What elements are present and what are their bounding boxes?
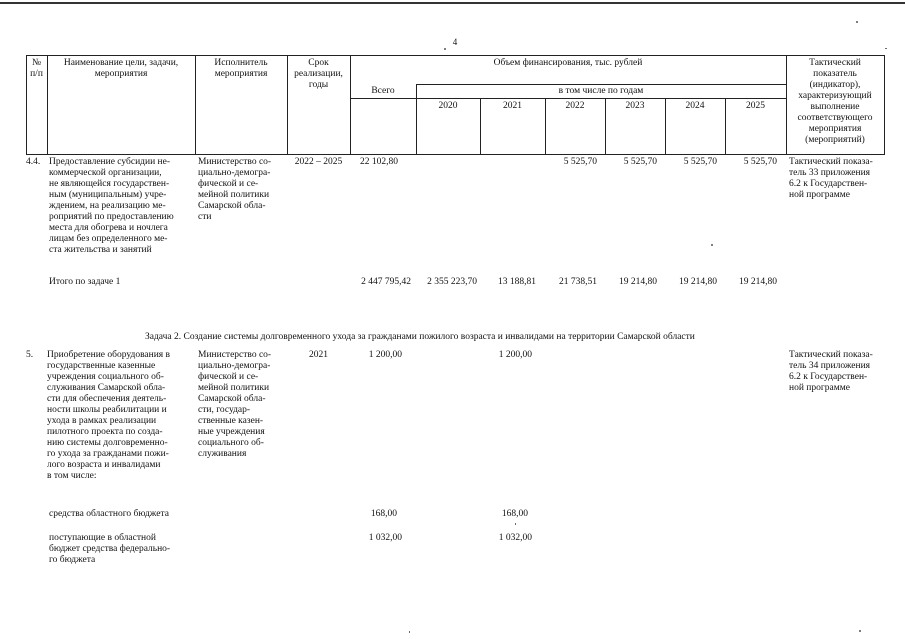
sub-regional-total: 168,00 [370, 509, 397, 519]
header-total: Всего [371, 86, 395, 96]
row-4-4-total: 22 102,80 [360, 157, 398, 167]
header-funding: Объем финансирования, тыс. рублей [493, 58, 643, 68]
row-5-2021: 1 200,00 [498, 350, 532, 360]
row-4-4-2022: 5 525,70 [563, 157, 597, 167]
row-4-4-term: 2022 – 2025 [294, 157, 343, 167]
header-year-2024: 2024 [685, 101, 705, 111]
header-year-2022: 2022 [565, 101, 585, 111]
total-task1-2022: 21 738,51 [559, 277, 597, 287]
row-5-name: Приобретение оборудования в государственные казенные учреждения социального об- служивания Самарской обла- сти для обеспечения деятель- ности школы реабилитации и ухода в рамках реализации пилотного проекта по созда- нию системы долговременно- го ухода за гражданами пожи- лого возраста и инвалидами в том числе: [47, 350, 171, 481]
row-5-term: 2021 [309, 350, 328, 360]
scan-speck [885, 48, 887, 49]
scan-speck [711, 244, 713, 246]
total-task1-2020: 2 355 223,70 [427, 277, 477, 287]
header-name: Наименование цели, задачи, мероприятия [63, 58, 179, 79]
header-executor: Исполнитель мероприятия [214, 58, 268, 79]
header-year-2023: 2023 [625, 101, 645, 111]
page-top-rule [0, 2, 905, 4]
total-task1-2023: 19 214,80 [619, 277, 657, 287]
total-task1-label: Итого по задаче 1 [49, 277, 121, 287]
scan-speck [515, 523, 516, 525]
sub-federal-total: 1 032,00 [368, 533, 402, 543]
row-4-4-executor: Министерство со- циально-демогра- фической и се- мейной политики Самарской обла- сти [198, 157, 272, 222]
scan-speck [859, 630, 861, 632]
header-year-2021: 2021 [503, 101, 522, 111]
header-term: Срок реализации, годы [294, 58, 343, 90]
row-4-4-name: Предоставление субсидии не- коммерческой организации, не являющейся государствен- ным (муниципальным) учре- ждением, на реализацию ме- роприятий по предоставлению места для обогрева и ночлега лицам без определенного ме- ста жительства и занятий [49, 157, 174, 255]
sub-regional-2021: 168,00 [501, 509, 528, 519]
scan-speck [444, 48, 446, 50]
sub-federal-2021: 1 032,00 [498, 533, 532, 543]
scan-speck [409, 631, 410, 633]
header-by-year: в том числе по годам [558, 86, 644, 96]
total-task1-total: 2 447 795,42 [361, 277, 411, 287]
row-5-executor: Министерство со- циально-демогра- фической и се- мейной политики Самарской обла- сти, государ- ственные казен- ные учреждения социального об- служивания [198, 350, 272, 459]
header-num: № п/п [30, 58, 43, 79]
page-number: 4 [452, 37, 458, 47]
row-4-4-2023: 5 525,70 [623, 157, 657, 167]
row-4-4-2025: 5 525,70 [743, 157, 777, 167]
row-4-4-num: 4.4. [26, 157, 41, 167]
total-task1-2021: 13 188,81 [498, 277, 536, 287]
row-4-4-2024: 5 525,70 [683, 157, 717, 167]
sub-federal-label: поступающие в областной бюджет средства федерально- го бюджета [49, 533, 171, 565]
row-5-total: 1 200,00 [368, 350, 402, 360]
row-4-4-indicator: Тактический показа- тель 33 приложения 6.2 к Государствен- ной программе [789, 157, 873, 200]
task2-title: Задача 2. Создание системы долговременного ухода за гражданами пожилого возраста и инвалидами на территории Самарской области [145, 332, 695, 342]
header-indicator: Тактический показатель (индикатор), характеризующий выполнение соответствующего мероприятия (мероприятий) [797, 58, 873, 145]
sub-regional-label: средства областного бюджета [49, 509, 169, 519]
total-task1-2024: 19 214,80 [679, 277, 717, 287]
row-5-indicator: Тактический показа- тель 34 приложения 6.2 к Государствен- ной программе [789, 350, 873, 393]
header-year-2020: 2020 [438, 101, 458, 111]
scan-speck [856, 21, 858, 23]
header-year-2025: 2025 [746, 101, 765, 111]
row-5-num: 5. [26, 350, 34, 360]
total-task1-2025: 19 214,80 [739, 277, 777, 287]
